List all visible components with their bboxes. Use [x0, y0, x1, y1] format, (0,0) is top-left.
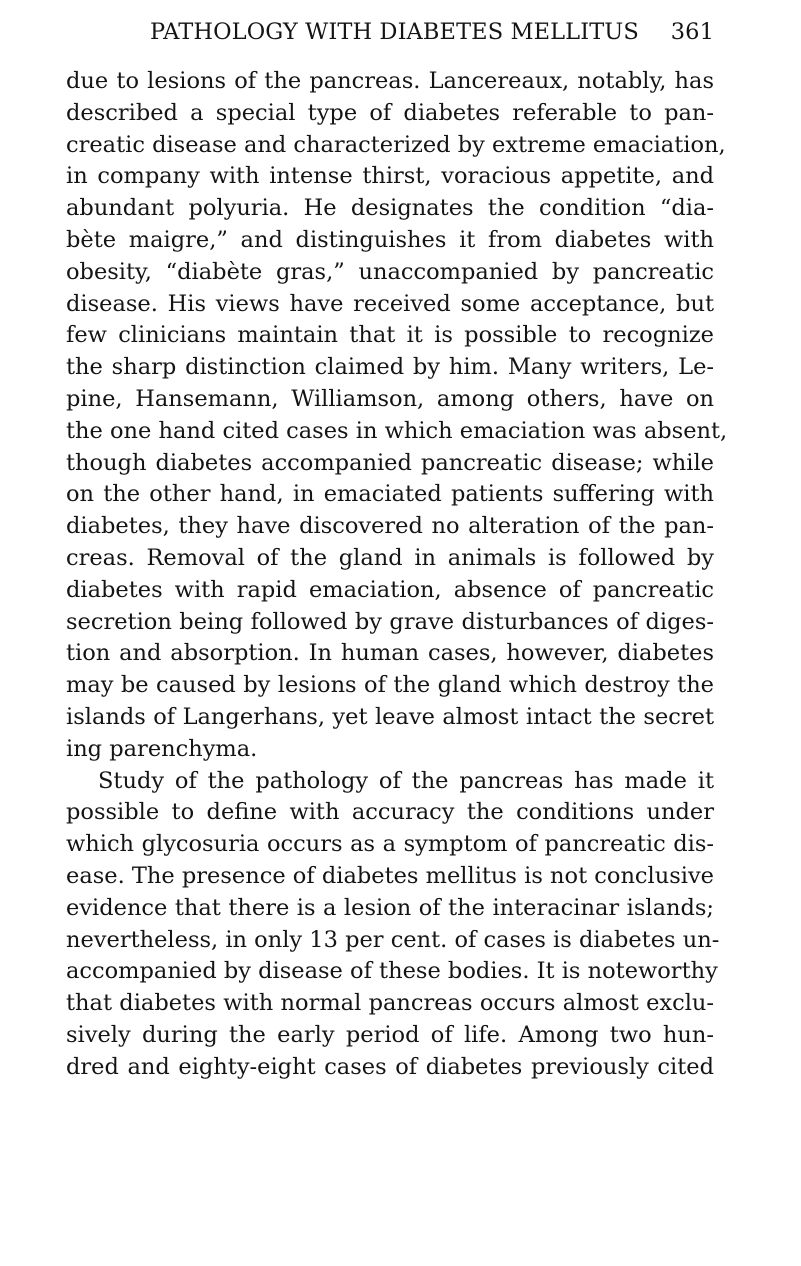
text-line: on the other hand, in emaciated patients suffering with — [66, 481, 714, 508]
body-text — [66, 66, 728, 1084]
text-line: abundant polyuria. He designates the condition “dia- — [66, 195, 714, 222]
text-line: pine, Hansemann, Williamson, among others, have on — [66, 385, 714, 412]
text-line: that diabetes with normal pancreas occurs almost exclu- — [66, 990, 714, 1017]
running-title: PATHOLOGY WITH DIABETES MELLITUS — [150, 19, 639, 45]
text-line: may be caused by lesions of the gland which destroy the — [66, 672, 714, 699]
text-line: which glycosuria occurs as a symptom of pancreatic dis- — [66, 831, 714, 858]
text-line: in company with intense thirst, voracious appetite, and — [66, 163, 714, 190]
text-line: obesity, “diabète gras,” unaccompanied by pancreatic — [66, 258, 714, 285]
text-line: dred and eighty-eight cases of diabetes previously cited — [66, 1053, 714, 1080]
text-line: due to lesions of the pancreas. Lancereaux, notably, has — [66, 68, 714, 94]
text-line: tion and absorption. In human cases, however, diabetes — [66, 640, 714, 667]
text-line: diabetes with rapid emaciation, absence of pancreatic — [66, 576, 714, 603]
text-line: diabetes, they have discovered no alteration of the pan- — [66, 513, 714, 540]
paragraph-1 — [66, 66, 728, 766]
text-line: described a special type of diabetes referable to pan- — [66, 99, 714, 126]
page-number: 361 — [670, 19, 714, 45]
text-line: nevertheless, in only 13 per cent. of cases is diabetes un- — [66, 926, 720, 953]
text-line: ing parenchyma. — [66, 735, 258, 762]
text-line: Study of the pathology of the pancreas has made it — [98, 767, 714, 794]
paragraph-2 — [66, 766, 720, 1084]
text-line: evidence that there is a lesion of the interacinar islands; — [66, 894, 714, 921]
text-line: secretion being followed by grave disturbances of diges- — [66, 608, 714, 635]
text-line: creas. Removal of the gland in animals is followed by — [66, 544, 714, 571]
text-line: possible to define with accuracy the conditions under — [66, 799, 714, 826]
text-line: the sharp distinction claimed by him. Many writers, Le- — [66, 354, 714, 381]
text-line: islands of Langerhans, yet leave almost intact the secret — [66, 703, 714, 730]
text-line: ease. The presence of diabetes mellitus is not conclusive — [66, 862, 714, 889]
text-line: the one hand cited cases in which emaciation was absent, — [66, 417, 728, 444]
text-line: bète maigre,” and distinguishes it from diabetes with — [66, 226, 714, 253]
text-line: creatic disease and characterized by extreme emaciation, — [66, 131, 726, 158]
text-line: sively during the early period of life. Among two hun- — [66, 1021, 714, 1048]
text-line: accompanied by disease of these bodies. It is noteworthy — [66, 958, 718, 985]
text-line: disease. His views have received some acceptance, but — [66, 290, 714, 317]
page-header — [66, 14, 714, 50]
text-line: few clinicians maintain that it is possible to recognize — [66, 322, 714, 349]
text-line: though diabetes accompanied pancreatic disease; while — [66, 449, 714, 476]
